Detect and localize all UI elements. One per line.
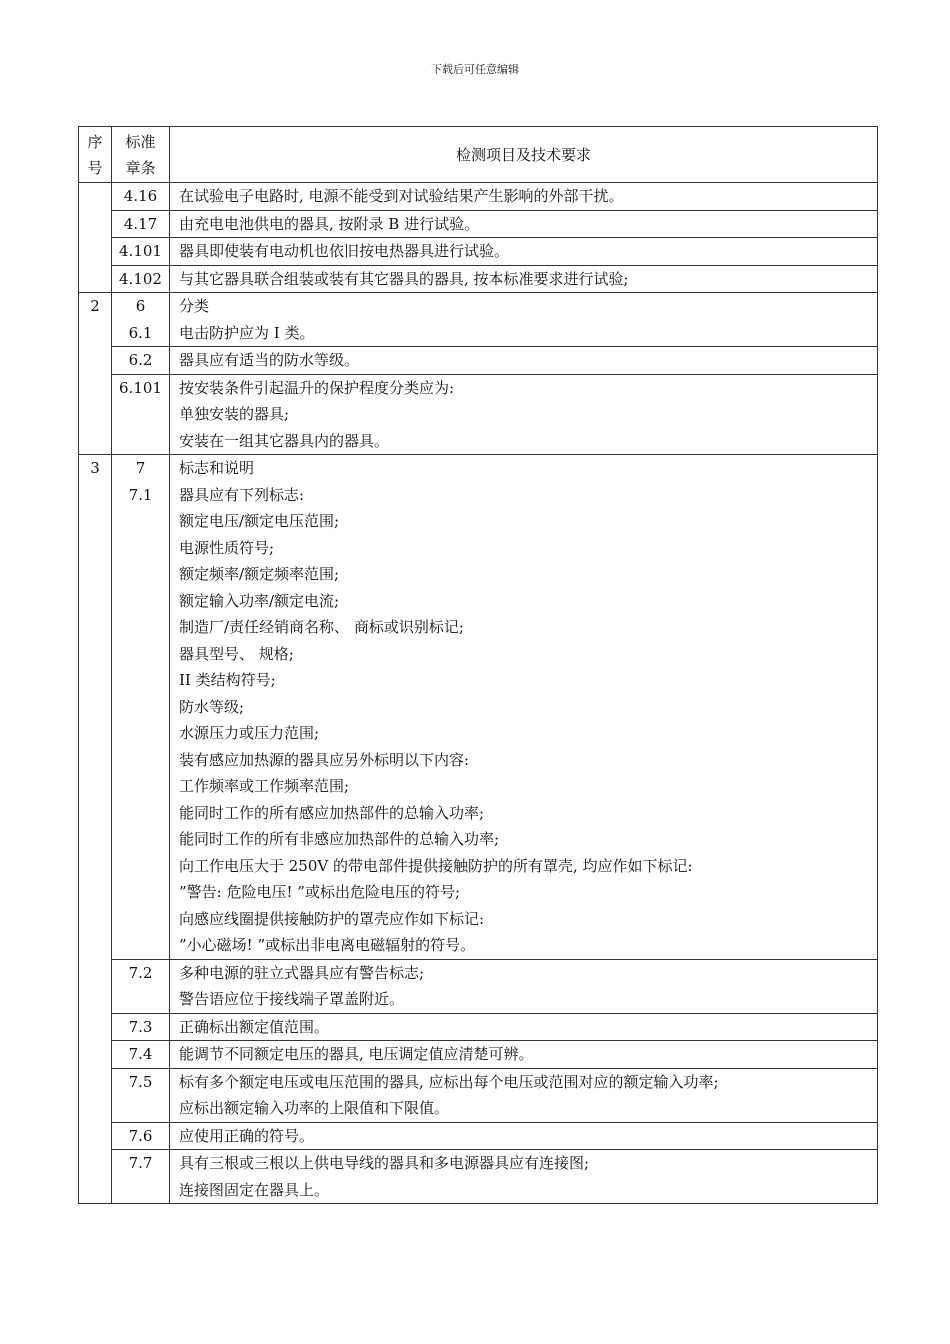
seq-cell (79, 183, 112, 293)
table-row (79, 1013, 878, 1041)
requirement-cell (170, 1150, 878, 1204)
requirement-line: 应使用正确的符号。 (179, 1126, 315, 1145)
requirement-line: ”小心磁场! ”或标出非电离电磁辐射的符号。 (179, 936, 476, 954)
table-row (79, 238, 878, 266)
table-row (79, 455, 878, 960)
table-row (79, 347, 878, 375)
requirement-line: 额定频率/额定频率范围; (179, 565, 340, 583)
requirement-line: 在试验电子电路时, 电源不能受到对试验结果产生影响的外部干扰。 (179, 187, 624, 205)
clause-cell: 6.101 (112, 374, 170, 455)
requirement-line: 额定输入功率/额定电流; (179, 591, 340, 610)
header-clause: 标准 章条 (112, 127, 170, 183)
requirement-line: 由充电电池供电的器具, 按附录 B 进行试验。 (179, 214, 480, 233)
table-row (79, 210, 878, 238)
table-row (79, 183, 878, 211)
requirement-line: 安装在一组其它器具内的器具。 (179, 431, 390, 450)
requirement-line: 器具即使装有电动机也依旧按电热器具进行试验。 (179, 242, 510, 260)
clause-cell: 4.16 (112, 183, 170, 211)
requirement-line: 单独安装的器具; (179, 405, 290, 423)
clause-cell: 7.2 (112, 959, 170, 1013)
requirement-line: 标有多个额定电压或电压范围的器具, 应标出每个电压或范围对应的额定输入功率; (179, 1072, 719, 1091)
requirement-cell (170, 210, 878, 238)
requirement-cell (170, 347, 878, 375)
requirement-line: 向感应线圈提供接触防护的罩壳应作如下标记: (179, 909, 485, 928)
requirement-line: 能调节不同额定电压的器具, 电压调定值应清楚可辨。 (179, 1045, 534, 1063)
requirement-line: 连接图固定在器具上。 (179, 1180, 330, 1199)
clause-cell: 4.102 (112, 265, 170, 293)
table-row (79, 1041, 878, 1069)
requirement-line: ”警告: 危险电压! ”或标出危险电压的符号; (179, 883, 461, 901)
clause-cell: 7.5 (112, 1068, 170, 1122)
table-row (79, 1150, 878, 1204)
requirement-line: 正确标出额定值范围。 (179, 1017, 330, 1036)
requirement-line: 电击防护应为 I 类。 (179, 323, 315, 342)
header-content: 检测项目及技术要求 (170, 127, 878, 183)
clause-cell: 7.3 (112, 1013, 170, 1041)
table-row (79, 1122, 878, 1150)
requirement-cell (170, 959, 878, 1013)
requirement-cell (170, 238, 878, 266)
table-row (79, 265, 878, 293)
requirement-cell (170, 374, 878, 455)
header-seq: 序 号 (79, 127, 112, 183)
requirement-line: 器具型号、 规格; (179, 644, 294, 663)
clause-cell: 7.6 (112, 1122, 170, 1150)
clause-cell: 4.17 (112, 210, 170, 238)
table-row (79, 1068, 878, 1122)
requirement-line: 器具应有下列标志: (179, 485, 305, 504)
table-row (79, 293, 878, 347)
requirement-line: 按安装条件引起温升的保护程度分类应为: (179, 378, 455, 397)
inspection-table (78, 126, 878, 1204)
seq-cell: 2 (79, 293, 112, 455)
clause-cell: 7 7.1 (112, 455, 170, 960)
clause-cell: 7.7 (112, 1150, 170, 1204)
table-row (79, 959, 878, 1013)
requirement-cell (170, 265, 878, 293)
requirement-line: 电源性质符号; (179, 538, 275, 557)
requirement-line: 应标出额定输入功率的上限值和下限值。 (179, 1099, 450, 1117)
requirement-line: 能同时工作的所有感应加热部件的总输入功率; (179, 803, 485, 822)
requirement-line: 制造厂/责任经销商名称、 商标或识别标记; (179, 618, 464, 636)
clause-cell: 6.2 (112, 347, 170, 375)
clause-cell: 6 6.1 (112, 293, 170, 347)
requirement-cell (170, 183, 878, 211)
requirement-line: 多种电源的驻立式器具应有警告标志; (179, 963, 425, 982)
requirement-line: 与其它器具联合组装或装有其它器具的器具, 按本标准要求进行试验; (179, 269, 629, 288)
requirement-cell (170, 455, 878, 960)
requirement-line: 警告语应位于接线端子罩盖附近。 (179, 990, 405, 1008)
requirement-line: 向工作电压大于 250V 的带电部件提供接触防护的所有罩壳, 均应作如下标记: (179, 856, 693, 875)
requirement-line: 额定电压/额定电压范围; (179, 512, 340, 530)
requirement-line: 装有感应加热源的器具应另外标明以下内容: (179, 750, 470, 769)
clause-cell: 4.101 (112, 238, 170, 266)
requirement-line: 分类 (179, 297, 210, 315)
requirement-line: 能同时工作的所有非感应加热部件的总输入功率; (179, 830, 500, 848)
seq-cell: 3 (79, 455, 112, 1204)
table-row (79, 374, 878, 455)
page-header: 下载后可任意编辑 (431, 63, 519, 76)
requirement-cell (170, 293, 878, 347)
requirement-cell (170, 1122, 878, 1150)
requirement-line: 标志和说明 (179, 459, 255, 477)
requirement-line: 防水等级; (179, 697, 245, 716)
table-header-row (79, 127, 878, 183)
requirement-cell (170, 1041, 878, 1069)
requirement-line: 工作频率或工作频率范围; (179, 777, 350, 795)
clause-cell: 7.4 (112, 1041, 170, 1069)
requirement-cell (170, 1013, 878, 1041)
requirement-line: II 类结构符号; (179, 671, 276, 689)
requirement-line: 水源压力或压力范围; (179, 724, 320, 742)
requirement-line: 具有三根或三根以上供电导线的器具和多电源器具应有连接图; (179, 1154, 590, 1172)
requirement-line: 器具应有适当的防水等级。 (179, 351, 360, 369)
requirement-cell (170, 1068, 878, 1122)
